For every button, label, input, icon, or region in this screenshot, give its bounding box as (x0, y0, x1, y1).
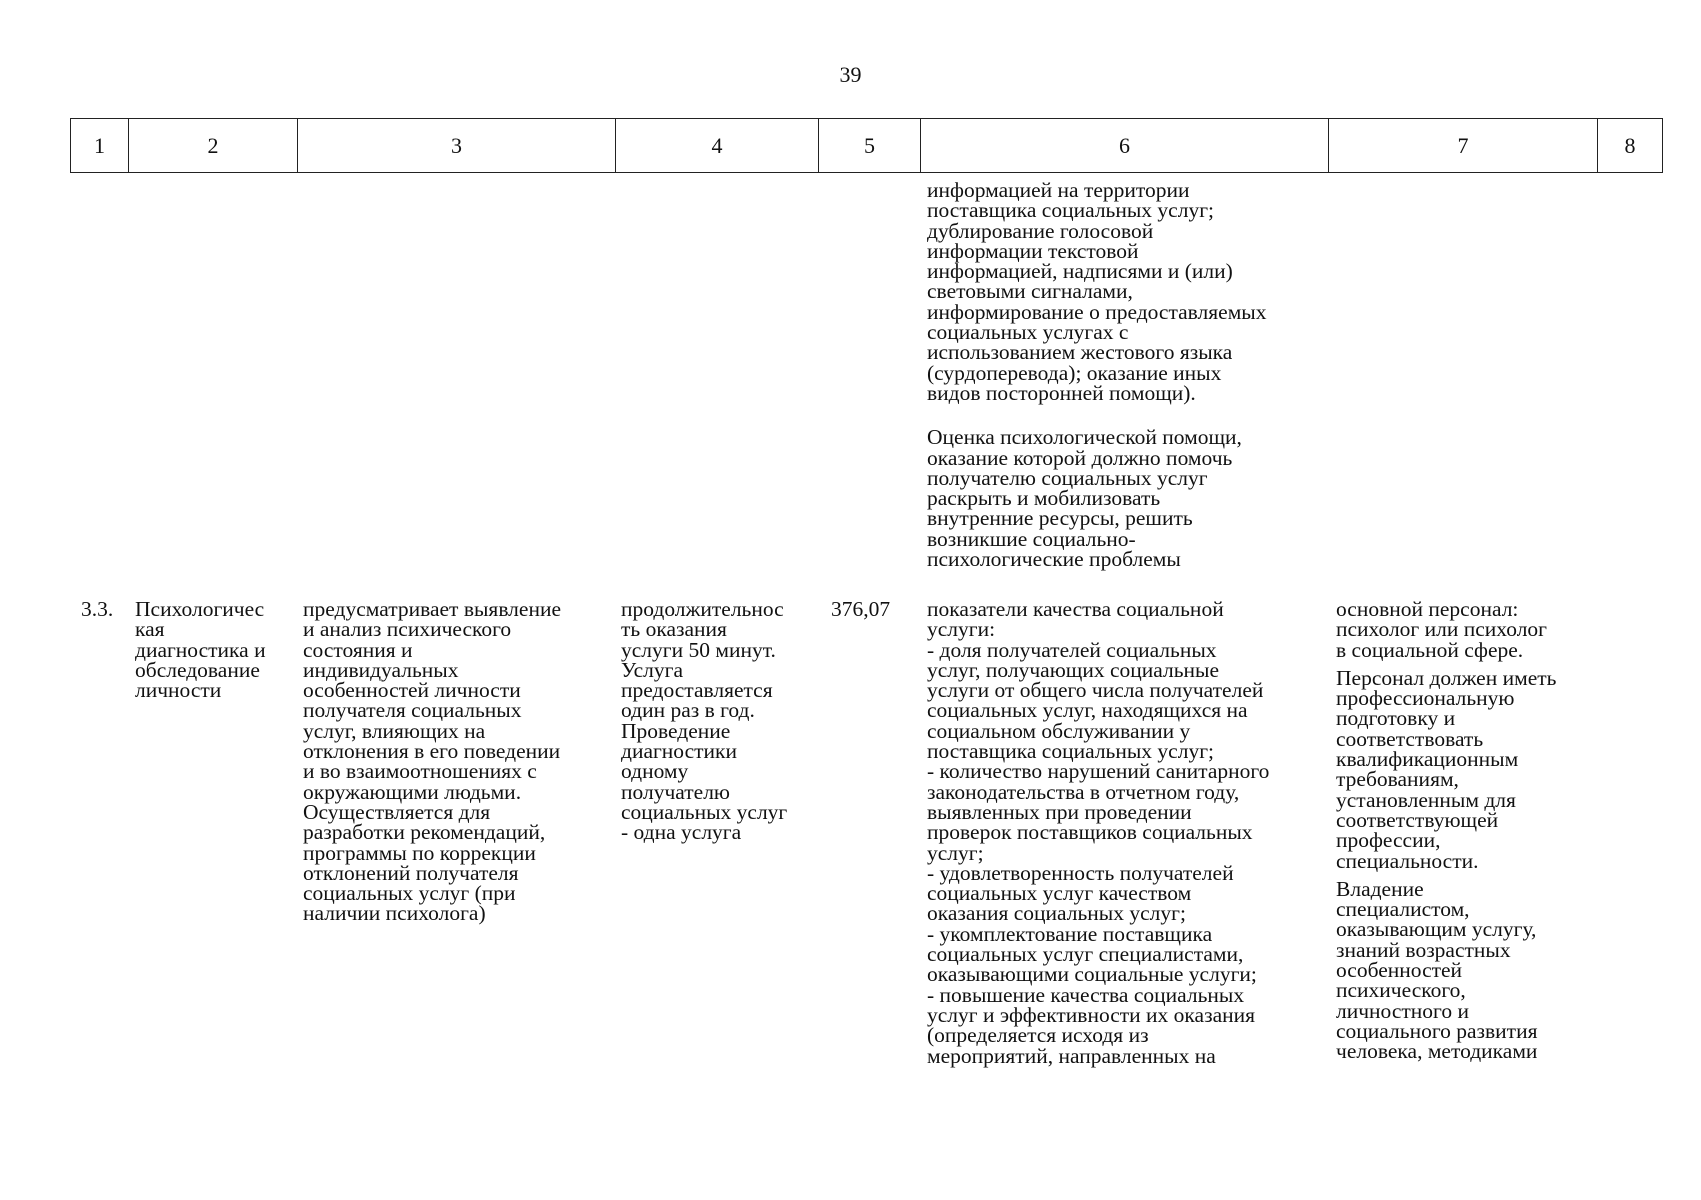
text-line: установленным для (1336, 787, 1516, 812)
text-line: оказание которой должно помочь (927, 445, 1233, 470)
text-line: проверок поставщиков социальных (927, 820, 1253, 845)
text-line: особенностей (1336, 958, 1463, 983)
text-line: показатели качества социальной (927, 597, 1224, 621)
text-line: диагностики (621, 739, 737, 764)
text-line: социальных услугах с (927, 320, 1129, 345)
text-line: социальном обслуживании у (927, 718, 1191, 743)
text-line: (определяется исходя из (927, 1023, 1149, 1048)
header-col-6: 6 (921, 119, 1329, 173)
text-line: информирование о предоставляемых (927, 299, 1267, 324)
text-line: состояния и (303, 637, 413, 662)
header-col-2: 2 (129, 119, 298, 173)
text-line: услуг, получающих социальные (927, 657, 1220, 682)
text-line: психологические проблемы (927, 547, 1181, 572)
text-line: личности (135, 678, 222, 703)
text-line: услуги от общего числа получателей (927, 678, 1264, 703)
text-line: специальности. (1336, 848, 1479, 873)
text-line: информации текстовой (927, 238, 1139, 263)
text-line: возникшие социально- (927, 526, 1136, 551)
quality-indicators (927, 599, 1269, 1066)
text-line: поставщика социальных услуг; (927, 739, 1214, 764)
text-line: - удовлетворенность получателей (927, 860, 1234, 885)
text-line: информацией на территории (927, 178, 1190, 202)
service-description (303, 599, 561, 924)
staff-para-2 (1336, 665, 1557, 873)
text-line: основной персонал: (1336, 597, 1519, 621)
text-line: подготовку и (1336, 706, 1456, 731)
text-line: световыми сигналами, (927, 279, 1133, 304)
header-col-4: 4 (616, 119, 819, 173)
service-duration (621, 599, 787, 843)
text-line: выявленных при проведении (927, 799, 1192, 824)
text-line: один раз в год. (621, 698, 755, 723)
text-line: обследование (135, 657, 260, 682)
text-line: предусматривает выявление (303, 597, 562, 621)
text-line: услуг, влияющих на (303, 718, 486, 743)
text-line: социальных услуг качеством (927, 881, 1192, 906)
text-line: - одна услуга (621, 820, 742, 845)
text-line: Персонал должен иметь (1336, 665, 1557, 690)
text-line: социальных услуг специалистами, (927, 942, 1244, 967)
text-line: одному (621, 759, 689, 784)
page-number: 39 (839, 62, 862, 87)
header-col-5: 5 (819, 119, 921, 173)
text-line: услуги: (927, 617, 996, 642)
header-col-8: 8 (1598, 119, 1663, 173)
text-line: профессиональную (1336, 686, 1515, 711)
text-line: мероприятий, направленных на (927, 1043, 1216, 1068)
text-line: видов посторонней помощи). (927, 380, 1196, 405)
text-line: законодательства в отчетном году, (927, 779, 1240, 804)
text-line: раскрыть и мобилизовать (927, 486, 1161, 511)
text-line: разработки рекомендаций, (303, 820, 546, 845)
text-line: Владение (1336, 876, 1424, 901)
text-line: услуг и эффективности их оказания (927, 1002, 1256, 1027)
continuation-para-2 (927, 425, 1267, 572)
text-line: внутренние ресурсы, решить (927, 506, 1193, 531)
text-line: окружающими людьми. (303, 779, 522, 804)
text-line: психолог или психолог (1336, 617, 1547, 642)
text-line: Проведение (621, 718, 731, 743)
text-line: продолжительнос (621, 597, 784, 621)
text-line: Услуга (621, 657, 684, 682)
text-line: отклонения в его поведении (303, 739, 561, 764)
text-line: оказывающими социальные услуги; (927, 962, 1257, 987)
text-line: квалификационным (1336, 747, 1519, 772)
text-line: психического, (1336, 978, 1466, 1003)
text-line: личностного и (1336, 998, 1469, 1023)
header-col-3: 3 (298, 119, 616, 173)
text-line: социальных услуг (при (303, 881, 516, 906)
text-line: социальных услуг, находящихся на (927, 698, 1248, 723)
text-line: поставщика социальных услуг; (927, 198, 1214, 223)
text-line: требованиям, (1336, 767, 1459, 792)
text-line: отклонений получателя (303, 860, 519, 885)
text-line: знаний возрастных (1336, 937, 1511, 962)
staff-requirements (1336, 599, 1556, 1062)
text-line: получателю социальных услуг (927, 465, 1208, 490)
header-col-7: 7 (1329, 119, 1598, 173)
continuation-para-1 (927, 180, 1267, 403)
row-number: 3.3. (81, 597, 114, 621)
header-row (71, 119, 1663, 173)
text-line: специалистом, (1336, 897, 1470, 922)
text-line: оказания социальных услуг; (927, 901, 1186, 926)
text-line: и во взаимоотношениях с (303, 759, 537, 784)
text-line: - повышение качества социальных (927, 982, 1245, 1007)
text-line: социального развития (1336, 1018, 1538, 1043)
text-line: индивидуальных (303, 657, 459, 682)
text-line: программы по коррекции (303, 840, 536, 865)
service-name (135, 597, 266, 703)
service-price: 376,07 (831, 597, 891, 621)
text-line: в социальной сфере. (1336, 637, 1524, 662)
text-line: человека, методиками (1336, 1039, 1538, 1064)
text-line: получателю (621, 779, 730, 804)
header-col-1: 1 (71, 119, 129, 173)
text-line: соответствующей (1336, 807, 1499, 832)
text-line: Психологичес (135, 597, 265, 621)
text-line: наличии психолога) (303, 901, 486, 926)
text-line: соответствовать (1336, 726, 1484, 751)
text-line: профессии, (1336, 828, 1441, 853)
text-line: Осуществляется для (303, 799, 491, 824)
text-line: кая (135, 617, 165, 642)
text-line: - доля получателей социальных (927, 637, 1217, 662)
text-line: дублирование голосовой (927, 218, 1154, 243)
text-line: получателя социальных (303, 698, 522, 723)
text-line: предоставляется (621, 678, 773, 703)
text-line: диагностика и (135, 637, 266, 662)
text-line: - укомплектование поставщика (927, 921, 1213, 946)
staff-para-3 (1336, 876, 1556, 1064)
column-header-table (70, 118, 1663, 173)
text-line: услуги 50 минут. (621, 637, 776, 662)
text-line: информацией, надписями и (или) (927, 259, 1233, 284)
text-line: социальных услуг (621, 799, 788, 824)
text-line: услуг; (927, 840, 984, 865)
text-line: Оценка психологической помощи, (927, 425, 1242, 450)
text-line: ть оказания (621, 617, 727, 642)
text-line: (сурдоперевода); оказание иных (927, 360, 1222, 385)
text-line: оказывающим услугу, (1336, 917, 1537, 942)
continuation-col6 (927, 178, 1267, 572)
text-line: и анализ психического (303, 617, 512, 642)
staff-para-1 (1336, 599, 1556, 660)
text-line: - количество нарушений санитарного (927, 759, 1270, 784)
text-line: особенностей личности (303, 678, 521, 703)
text-line: использованием жестового языка (927, 340, 1233, 365)
